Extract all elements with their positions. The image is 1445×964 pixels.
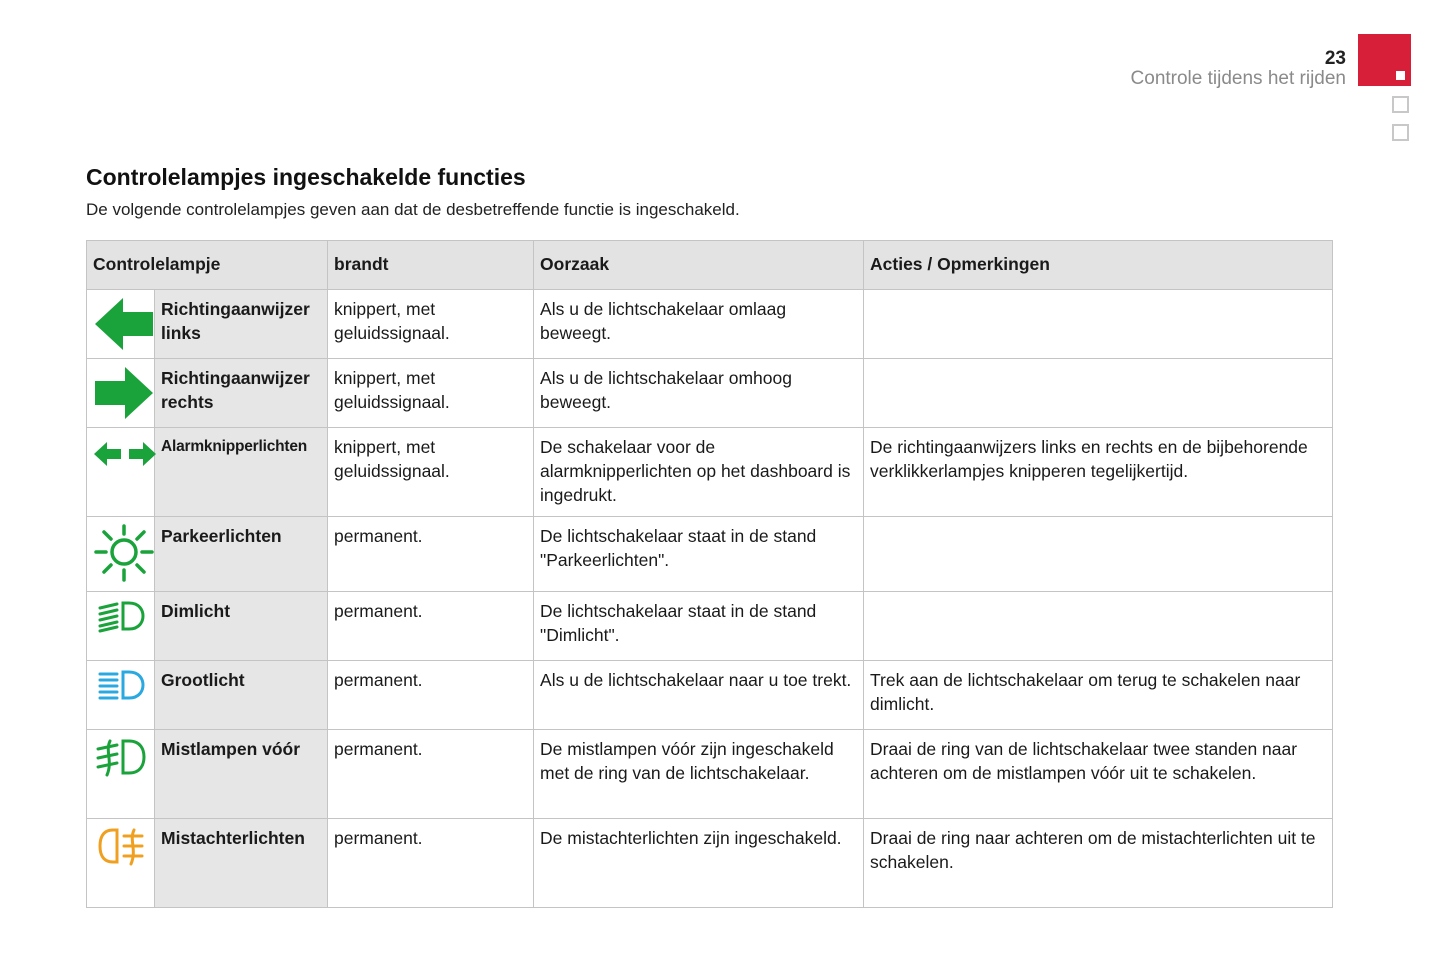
lamp-cause: De mistachterlichten zijn ingeschakeld. xyxy=(534,819,864,908)
parking-light-icon xyxy=(93,524,155,584)
table-row xyxy=(87,290,1333,359)
table-row xyxy=(87,661,1333,730)
lamp-action: Draai de ring van de lichtschakelaar twee standen naar achteren om de mistlampen vóór uit te schakelen. xyxy=(864,730,1333,819)
table-row xyxy=(87,517,1333,592)
lamp-icon-cell xyxy=(87,661,155,730)
lamp-action xyxy=(864,359,1333,428)
lamp-icon-cell xyxy=(87,730,155,819)
lamp-cause: Als u de lichtschakelaar omhoog beweegt. xyxy=(534,359,864,428)
lamp-name: Alarmknipperlichten xyxy=(155,428,328,517)
lamp-cause: De schakelaar voor de alarmknipperlichten op het dashboard is ingedrukt. xyxy=(534,428,864,517)
high-beam-icon xyxy=(96,668,146,702)
table-row xyxy=(87,428,1333,517)
lamp-action: Draai de ring naar achteren om de mistachterlichten uit te schakelen. xyxy=(864,819,1333,908)
lamp-name: Dimlicht xyxy=(155,592,328,661)
lamp-cause: De lichtschakelaar staat in de stand "Parkeerlichten". xyxy=(534,517,864,592)
lamp-icon-cell xyxy=(87,592,155,661)
lamp-state: knippert, met geluidssignaal. xyxy=(328,290,534,359)
lamp-name: Mistlampen vóór xyxy=(155,730,328,819)
lamp-cause: Als u de lichtschakelaar omlaag beweegt. xyxy=(534,290,864,359)
chapter-title: Controle tijdens het rijden xyxy=(1130,68,1346,89)
chapter-marker-empty xyxy=(1392,96,1409,113)
lamp-state: permanent. xyxy=(328,661,534,730)
lamp-action xyxy=(864,517,1333,592)
section-intro: De volgende controlelampjes geven aan dat de desbetreffende functie is ingeschakeld. xyxy=(86,200,740,219)
page-number: 23 xyxy=(1324,48,1346,69)
lamp-icon-cell xyxy=(87,428,155,517)
lamp-icon-cell xyxy=(87,359,155,428)
lamp-cause: De lichtschakelaar staat in de stand "Dimlicht". xyxy=(534,592,864,661)
lamp-state: permanent. xyxy=(328,517,534,592)
lamp-cause: Als u de lichtschakelaar naar u toe trekt. xyxy=(534,661,864,730)
chapter-marker-empty xyxy=(1392,124,1409,141)
lamp-cause: De mistlampen vóór zijn ingeschakeld met de ring van de lichtschakelaar. xyxy=(534,730,864,819)
chapter-marker xyxy=(1358,34,1411,86)
table-row xyxy=(87,592,1333,661)
table-row xyxy=(87,819,1333,908)
section-title: Controlelampjes ingeschakelde functies xyxy=(86,164,526,190)
lamp-action: De richtingaanwijzers links en rechts en de bijbehorende verklikkerlampjes knipperen tegelijkertijd. xyxy=(864,428,1333,517)
table-row xyxy=(87,730,1333,819)
lamp-state: permanent. xyxy=(328,819,534,908)
lamp-name: Parkeerlichten xyxy=(155,517,328,592)
rear-fog-icon xyxy=(97,826,145,866)
front-fog-icon xyxy=(95,737,147,777)
warning-lamp-table xyxy=(86,240,1333,908)
lamp-state: knippert, met geluidssignaal. xyxy=(328,428,534,517)
arrow-left-icon xyxy=(93,297,155,351)
table-row xyxy=(87,359,1333,428)
hazard-arrows-icon xyxy=(93,440,157,468)
lamp-icon-cell xyxy=(87,517,155,592)
column-header: Acties / Opmerkingen xyxy=(864,241,1333,290)
lamp-action xyxy=(864,290,1333,359)
lamp-name: Richtingaanwijzer links xyxy=(155,290,328,359)
lamp-state: permanent. xyxy=(328,730,534,819)
lamp-icon-cell xyxy=(87,290,155,359)
lamp-action xyxy=(864,592,1333,661)
column-header: Oorzaak xyxy=(534,241,864,290)
lamp-action: Trek aan de lichtschakelaar om terug te schakelen naar dimlicht. xyxy=(864,661,1333,730)
lamp-state: permanent. xyxy=(328,592,534,661)
column-header: brandt xyxy=(328,241,534,290)
lamp-name: Grootlicht xyxy=(155,661,328,730)
low-beam-icon xyxy=(96,599,146,633)
lamp-name: Richtingaanwijzer rechts xyxy=(155,359,328,428)
lamp-icon-cell xyxy=(87,819,155,908)
arrow-right-icon xyxy=(93,366,155,420)
column-header: Controlelampje xyxy=(87,241,328,290)
lamp-name: Mistachterlichten xyxy=(155,819,328,908)
lamp-state: knippert, met geluidssignaal. xyxy=(328,359,534,428)
table-header-row xyxy=(87,241,1333,290)
